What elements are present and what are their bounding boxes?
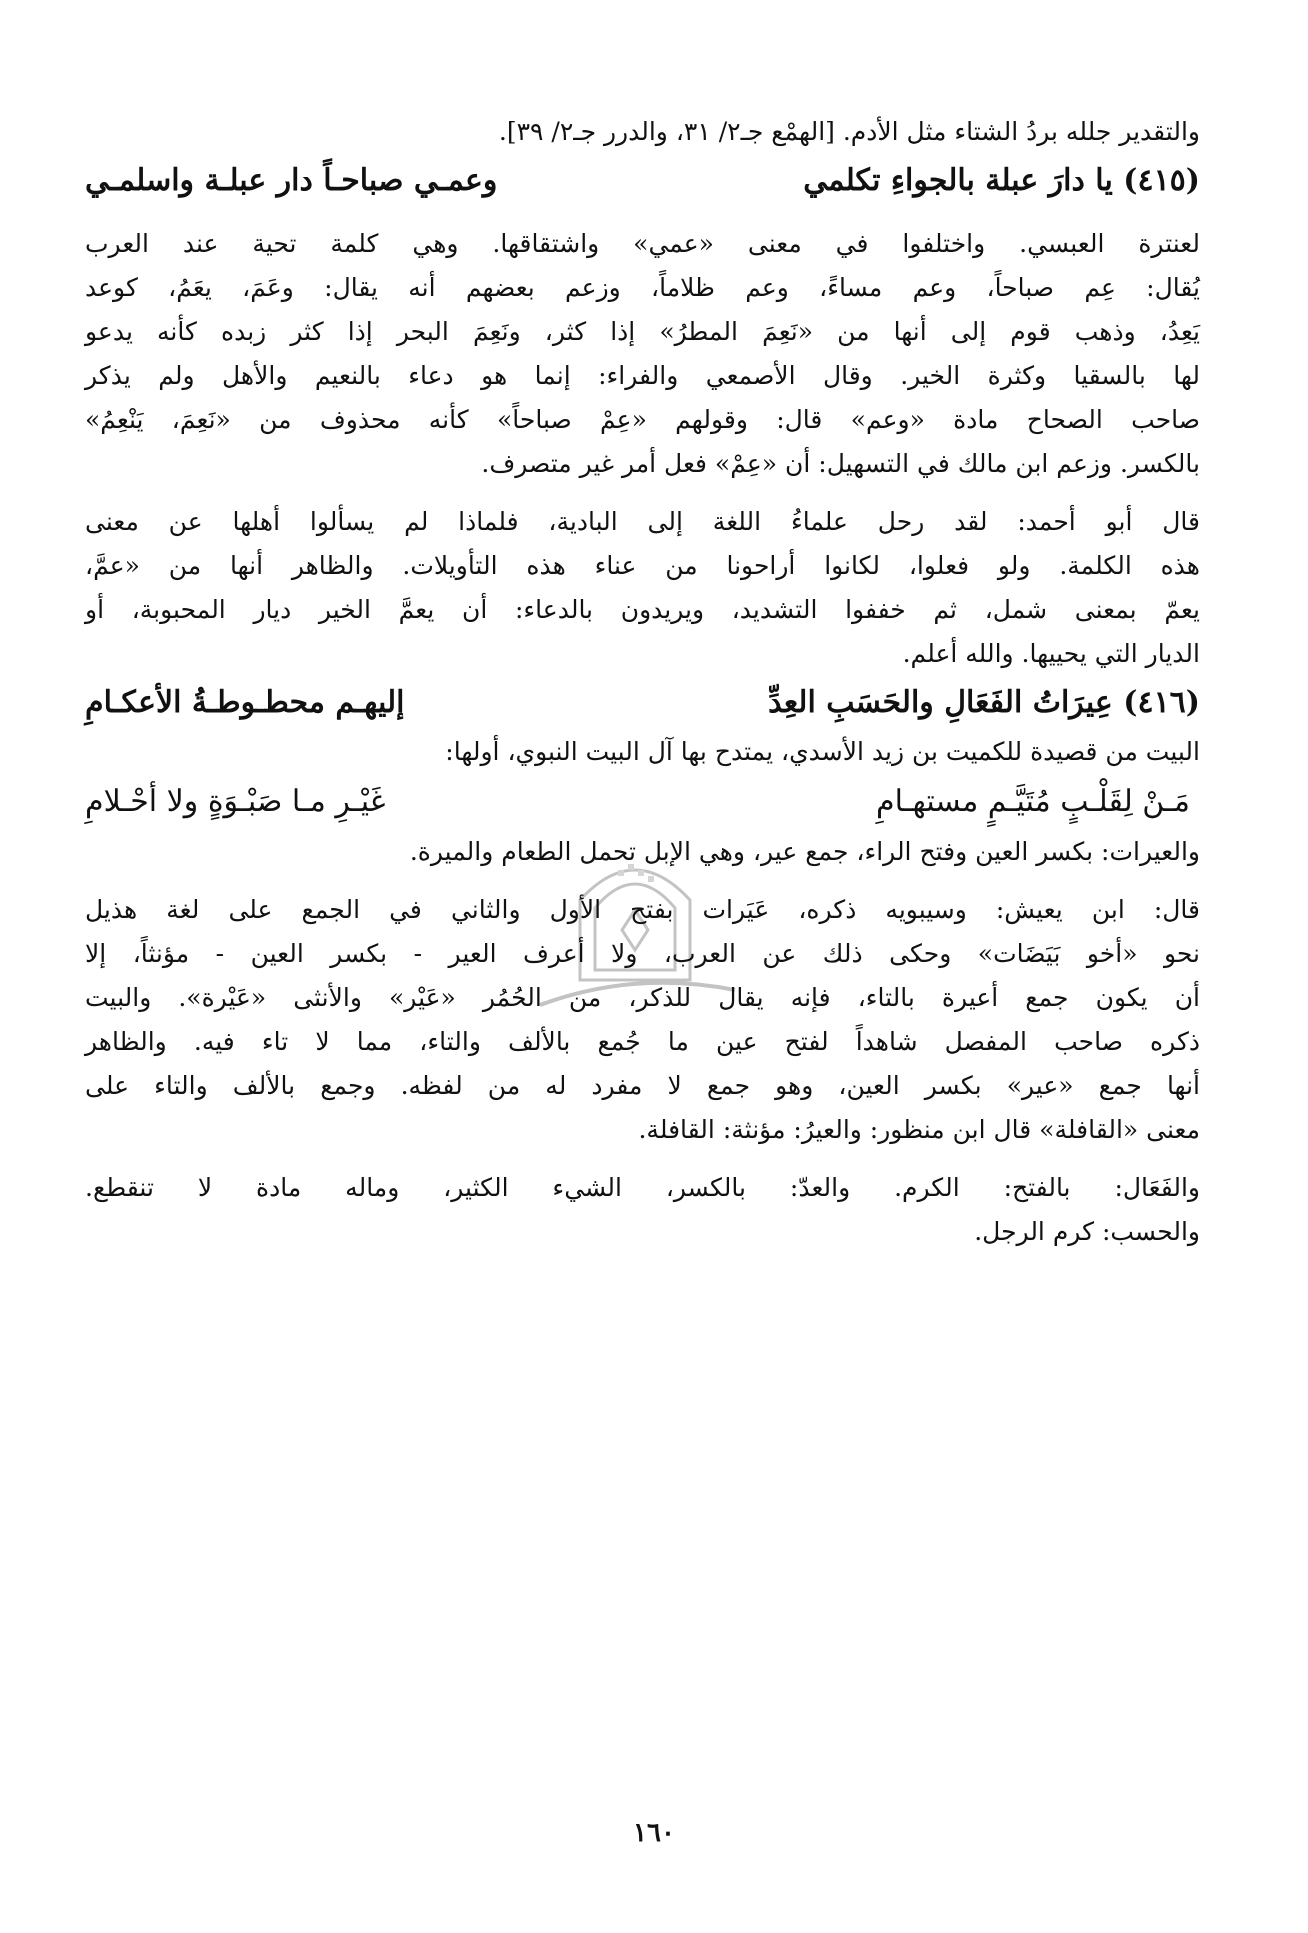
verse-first-hemistich: (٤١٥) يا دارَ عبلة بالجواءِ تكلمي <box>803 163 1200 198</box>
paragraph-definitions <box>85 1166 1200 1254</box>
text-line: لعنترة العبسي. واختلفوا في معنى «عمي» واشتقاقها. وهي كلمة تحية عند العرب <box>85 229 1200 258</box>
text-line: نحو «أخو بَيَضَات» وحكى ذلك عن العرب، ولا أعرف العير - بكسر العين - مؤنثاً، إلا <box>85 939 1200 968</box>
text-line: والعيرات: بكسر العين وفتح الراء، جمع عير، وهي الإبل تحمل الطعام والميرة. <box>409 837 1200 866</box>
paragraph-commentary-415 <box>85 222 1200 486</box>
text-line: أن يكون جمع أعيرة بالتاء، فإنه يقال للذكر، من الحُمُر «عَيْر» والأنثى «عَيْرة». والبيت <box>85 983 1200 1012</box>
text-line: لها بالسقيا وكثرة الخير. وقال الأصمعي والفراء: إنما هو دعاء بالنعيم والأهل ولم يذكر <box>85 361 1200 390</box>
text-line: قال: ابن يعيش: وسيبويه ذكره، عَيَرات بفتح الأول والثاني في الجمع على لغة هذيل <box>85 895 1200 924</box>
verse-416 <box>85 676 1200 730</box>
text-line: قال أبو أحمد: لقد رحل علماءُ اللغة إلى البادية، فلماذا لم يسألوا أهلها عن معنى <box>85 507 1200 536</box>
text-line: والتقدير جلله بردُ الشتاء مثل الأدم. [الهمْع جـ٢/ ٣١، والدرر جـ٢/ ٣٩]. <box>498 117 1200 146</box>
text-line: هذه الكلمة. ولو فعلوا، لكانوا أراحونا من عناء هذه التأويلات. والظاهر أنها من «عمَّ، <box>85 551 1200 580</box>
text-line: يعمّ بمعنى شمل، ثم خففوا التشديد، ويريدون بالدعاء: أن يعمَّ الخير ديار المحبوبة، أو <box>85 595 1200 624</box>
text-line: الديار التي يحييها. والله أعلم. <box>902 639 1200 668</box>
verse-415 <box>85 154 1200 208</box>
text-line: البيت من قصيدة للكميت بن زيد الأسدي، يمتدح بها آل البيت النبوي، أولها: <box>445 737 1200 766</box>
verse-first-hemistich: (٤١٦) عِيرَاتُ الفَعَالِ والحَسَبِ العِدِّ <box>768 685 1200 720</box>
text-line: والفَعَال: بالفتح: الكرم. والعدّ: بالكسر، الشيء الكثير، وماله مادة لا تنقطع. <box>85 1173 1200 1202</box>
text-line: يَعِدُ، وذهب قوم إلى أنها من «نَعِمَ المطرُ» إذا كثر، ونَعِمَ البحر إذا كثر زبده كأنه يدعو <box>85 317 1200 346</box>
text-line: بالكسر. وزعم ابن مالك في التسهيل: أن «عِمْ» فعل أمر غير متصرف. <box>481 449 1200 478</box>
page-number: ١٦٠ <box>633 1818 675 1848</box>
text-line: والحسب: كرم الرجل. <box>974 1217 1200 1246</box>
text-line: معنى «القافلة» قال ابن منظور: والعيرُ: مؤنثة: القافلة. <box>638 1115 1200 1144</box>
verse-second-hemistich: وعمـي صباحـاً دار عبلـة واسلمـي <box>85 163 498 198</box>
text-line: ذكره صاحب المفصل شاهداً لفتح عين ما جُمع بالألف والتاء، مما لا تاء فيه. والظاهر <box>85 1027 1200 1056</box>
paragraph-ibn-yaish <box>85 888 1200 1152</box>
page-body <box>85 110 1200 1254</box>
text-line: صاحب الصحاح مادة «وعم» قال: وقولهم «عِمْ صباحاً» كأنه محذوف من «نَعِمَ، يَنْعِمُ» <box>85 405 1200 434</box>
verse-second-hemistich: غَيْـرِ مـا صَبْـوَةٍ ولا أحْـلامِ <box>85 784 386 819</box>
text-line: يُقال: عِم صباحاً، وعم مساءً، وعم ظلاماً، وزعم بعضهم أنه يقال: وعَمَ، يعَمُ، كوعد <box>85 273 1200 302</box>
text-line: أنها جمع «عير» بكسر العين، وهو جمع لا مفرد له من لفظه. وجمع بالألف والتاء على <box>85 1071 1200 1100</box>
verse-second-hemistich: إليهـم محطـوطـةُ الأعكـامِ <box>85 685 405 720</box>
verse-first-hemistich: مَـنْ لِقَلْـبٍ مُتَيَّـمٍ مستهـامِ <box>876 784 1190 819</box>
paragraph-abu-ahmad <box>85 500 1200 676</box>
verse-opening-line <box>85 774 1200 830</box>
